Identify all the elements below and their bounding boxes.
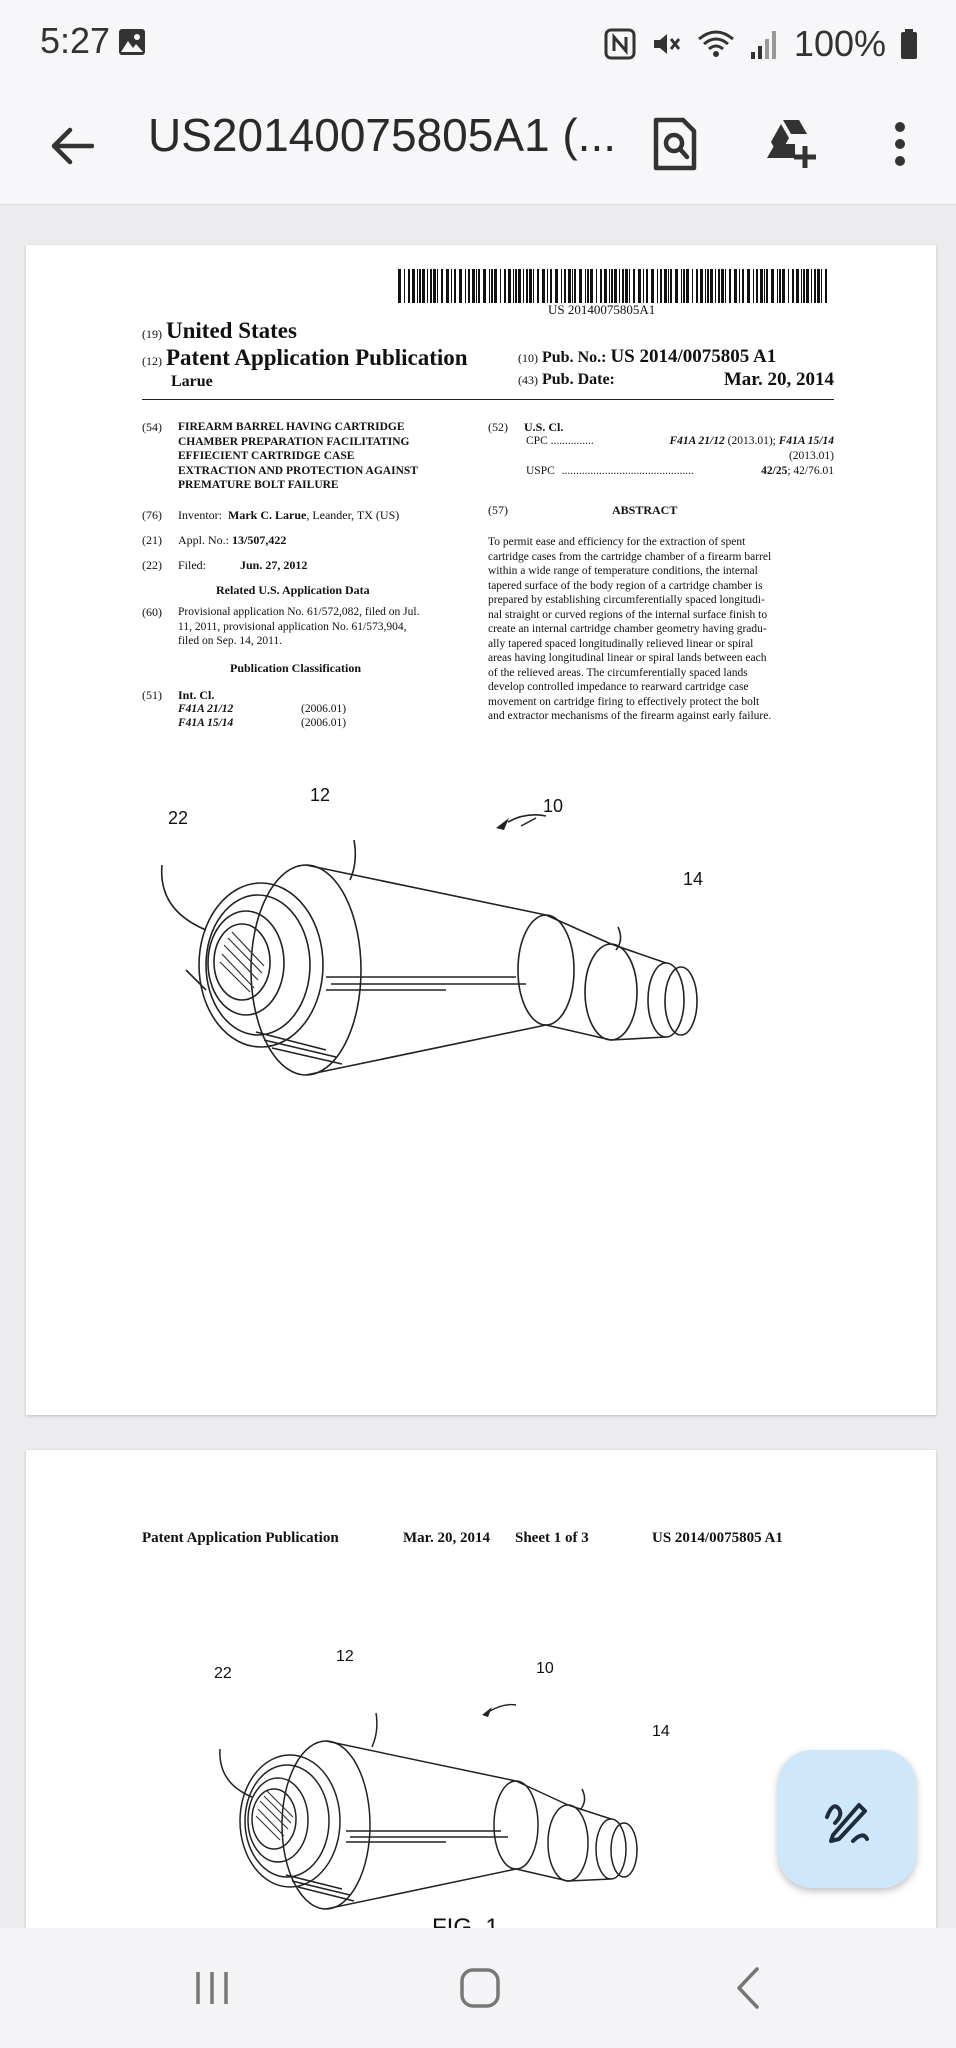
drive-add-icon [765,118,823,170]
chevron-left-icon [733,1966,763,2010]
barrel-figure [216,1665,776,1920]
field-number: (76) [142,508,162,522]
pubtype-line [142,345,468,371]
pub-no-label: Pub. No.: [542,349,607,366]
figure-ref-14: 14 [683,869,704,889]
field-number: (51) [142,688,162,702]
abstract-line: tapered surface of the body region of a cartridge chamber is [488,579,763,592]
country: United States [166,318,297,343]
int-cl-year: (2006.01) [301,717,347,729]
figure-ref-10: 10 [536,1660,554,1677]
publication-type: Patent Application Publication [166,345,468,370]
cpc-code: F41A 21/12 [669,435,725,447]
page-header-left: Patent Application Publication [142,1530,339,1546]
back-button[interactable] [40,114,104,178]
inventor-location: , Leander, TX (US) [306,508,400,522]
title-line: EXTRACTION AND PROTECTION AGAINST [178,464,418,477]
signal-icon [750,28,780,60]
abstract-line: To permit ease and efficiency for the extraction of spent [488,536,746,548]
field-number: (22) [142,558,162,572]
annotate-button[interactable] [778,1750,916,1888]
mute-icon [650,28,682,60]
cpc-line [524,435,834,447]
pdf-page-1[interactable] [26,245,936,1415]
abstract-line: and extractor mechanisms of the firearm against early failure. [488,710,772,722]
pub-date: Mar. 20, 2014 [723,369,834,390]
provisional-line: 11, 2011, provisional application No. 61/573,904, [178,620,407,633]
search-document-button[interactable] [646,112,704,176]
applicant: Larue [171,373,213,390]
uspc-line [524,465,834,477]
gallery-notification-icon [118,28,146,56]
publication-classification-heading: Publication Classification [230,661,362,675]
abstract-line: prepared by establishing circumferentially spaced longitudi- [488,594,765,606]
cpc-year: (2013.01) [788,450,834,462]
battery-icon [900,28,918,60]
status-icons [604,20,918,68]
app-bar [0,86,956,205]
abstract-line: develop controlled impedance to rearward cartridge case [488,681,749,693]
provisional-line: filed on Sep. 14, 2011. [178,635,283,647]
abstract-text [488,535,834,724]
provisional-application [178,605,419,649]
field-number: (43) [518,373,538,387]
pub-date-label: Pub. Date: [542,371,615,388]
related-data-heading: Related U.S. Application Data [216,583,370,597]
battery-percent: 100% [793,23,886,64]
inventor-line [178,508,399,523]
field-number: (10) [518,351,538,365]
status-time: 5:27 [40,20,111,61]
title-line: EFFIECIENT CARTRIDGE CASE [178,450,355,462]
abstract-line: ally tapered spaced longitudinally relieved linear or spiral [488,637,754,650]
title-line: CHAMBER PREPARATION FACILITATING [178,435,410,448]
country-line [142,318,297,344]
field-number: (52) [488,420,508,434]
us-cl-label: U.S. Cl. [524,420,564,434]
page-header-right: US 2014/0075805 A1 [652,1530,783,1546]
barcode [398,269,834,303]
field-number: (21) [142,533,162,547]
uspc-code: 42/25 [761,465,788,477]
abstract-line: cartridge cases from the cartridge chamber of a firearm barrel [488,550,772,563]
field-number: (57) [488,503,508,517]
dot-leader: ............... [550,435,594,447]
invention-title [178,420,418,493]
title-line: FIREARM BARREL HAVING CARTRIDGE [178,421,405,433]
nfc-icon [604,28,636,60]
int-cl-code: F41A 21/12 [178,703,234,715]
figure-ref-22: 22 [214,1665,232,1682]
more-vert-icon [893,121,907,167]
inventor-name: Mark C. Larue [228,508,307,522]
int-cl-label: Int. Cl. [178,688,215,702]
figure-ref-14: 14 [652,1723,670,1740]
arrow-left-icon [50,126,94,166]
document-title: US20140075805A1 (... [148,109,617,161]
abstract-line: create an internal cartridge chamber geometry having gradu- [488,623,767,635]
pub-date-line [518,371,834,389]
pub-no-line [518,346,776,368]
field-number: (19) [142,327,162,341]
barrel-figure [146,770,826,1100]
abstract-line: within a wide range of temperature conditions, the internal [488,565,758,577]
appl-line [178,533,286,548]
int-cl-code: F41A 15/14 [178,717,234,729]
field-number: (12) [142,354,162,368]
dot-leader: .............................................. [561,465,694,477]
document-search-icon [653,117,697,171]
home-icon [459,1967,501,2009]
draw-pen-icon [819,1791,875,1847]
abstract-line: of the relieved areas. The circumferentially spaced lands [488,666,748,679]
provisional-line: Provisional application No. 61/572,082, filed on Jul. [178,606,420,618]
more-options-button[interactable] [880,112,920,176]
figure-ref-12: 12 [336,1648,354,1665]
page-header-sheet: Sheet 1 of 3 [515,1530,589,1546]
status-bar [0,0,956,86]
filed-value: Jun. 27, 2012 [240,558,308,572]
cpc-year: (2013.01); [727,435,776,447]
wifi-icon [696,28,736,60]
field-number: (60) [142,605,162,619]
abstract-heading: ABSTRACT [612,503,678,517]
header-rule [142,399,834,400]
uspc-codes: ; 42/76.01 [787,465,834,477]
abstract-line: areas having longitudinal linear or spiral lands between each [488,652,767,664]
system-nav-bar [0,1928,956,2048]
uspc-label: USPC [526,465,555,477]
pub-no: US 2014/0075805 A1 [610,346,777,367]
figure-ref-10: 10 [543,796,564,816]
back-nav-button[interactable] [716,1958,780,2018]
appl-label: Appl. No.: [178,533,229,547]
add-to-drive-button[interactable] [762,112,826,176]
abstract-line: nal straight or curved regions of the internal surface finish to [488,608,768,621]
figure-ref-12: 12 [310,785,331,805]
cpc-code: F41A 15/14 [778,435,834,447]
recent-apps-button[interactable] [180,1958,244,2018]
cpc-label: CPC [526,435,548,447]
recent-apps-icon [192,1968,232,2008]
field-number: (54) [142,420,162,434]
int-cl-year: (2006.01) [301,703,347,715]
page-header-date: Mar. 20, 2014 [403,1530,490,1546]
home-button[interactable] [448,1958,512,2018]
figure-ref-22: 22 [168,808,189,828]
barcode-number: US 20140075805A1 [548,302,656,317]
pdf-page-2[interactable] [26,1450,936,2010]
appl-value: 13/507,422 [232,533,287,547]
filed-label: Filed: [178,558,207,572]
abstract-line: movement on cartridge firing to effectively protect the bolt [488,695,760,708]
inventor-label: Inventor: [178,508,222,522]
title-line: PREMATURE BOLT FAILURE [178,479,339,491]
